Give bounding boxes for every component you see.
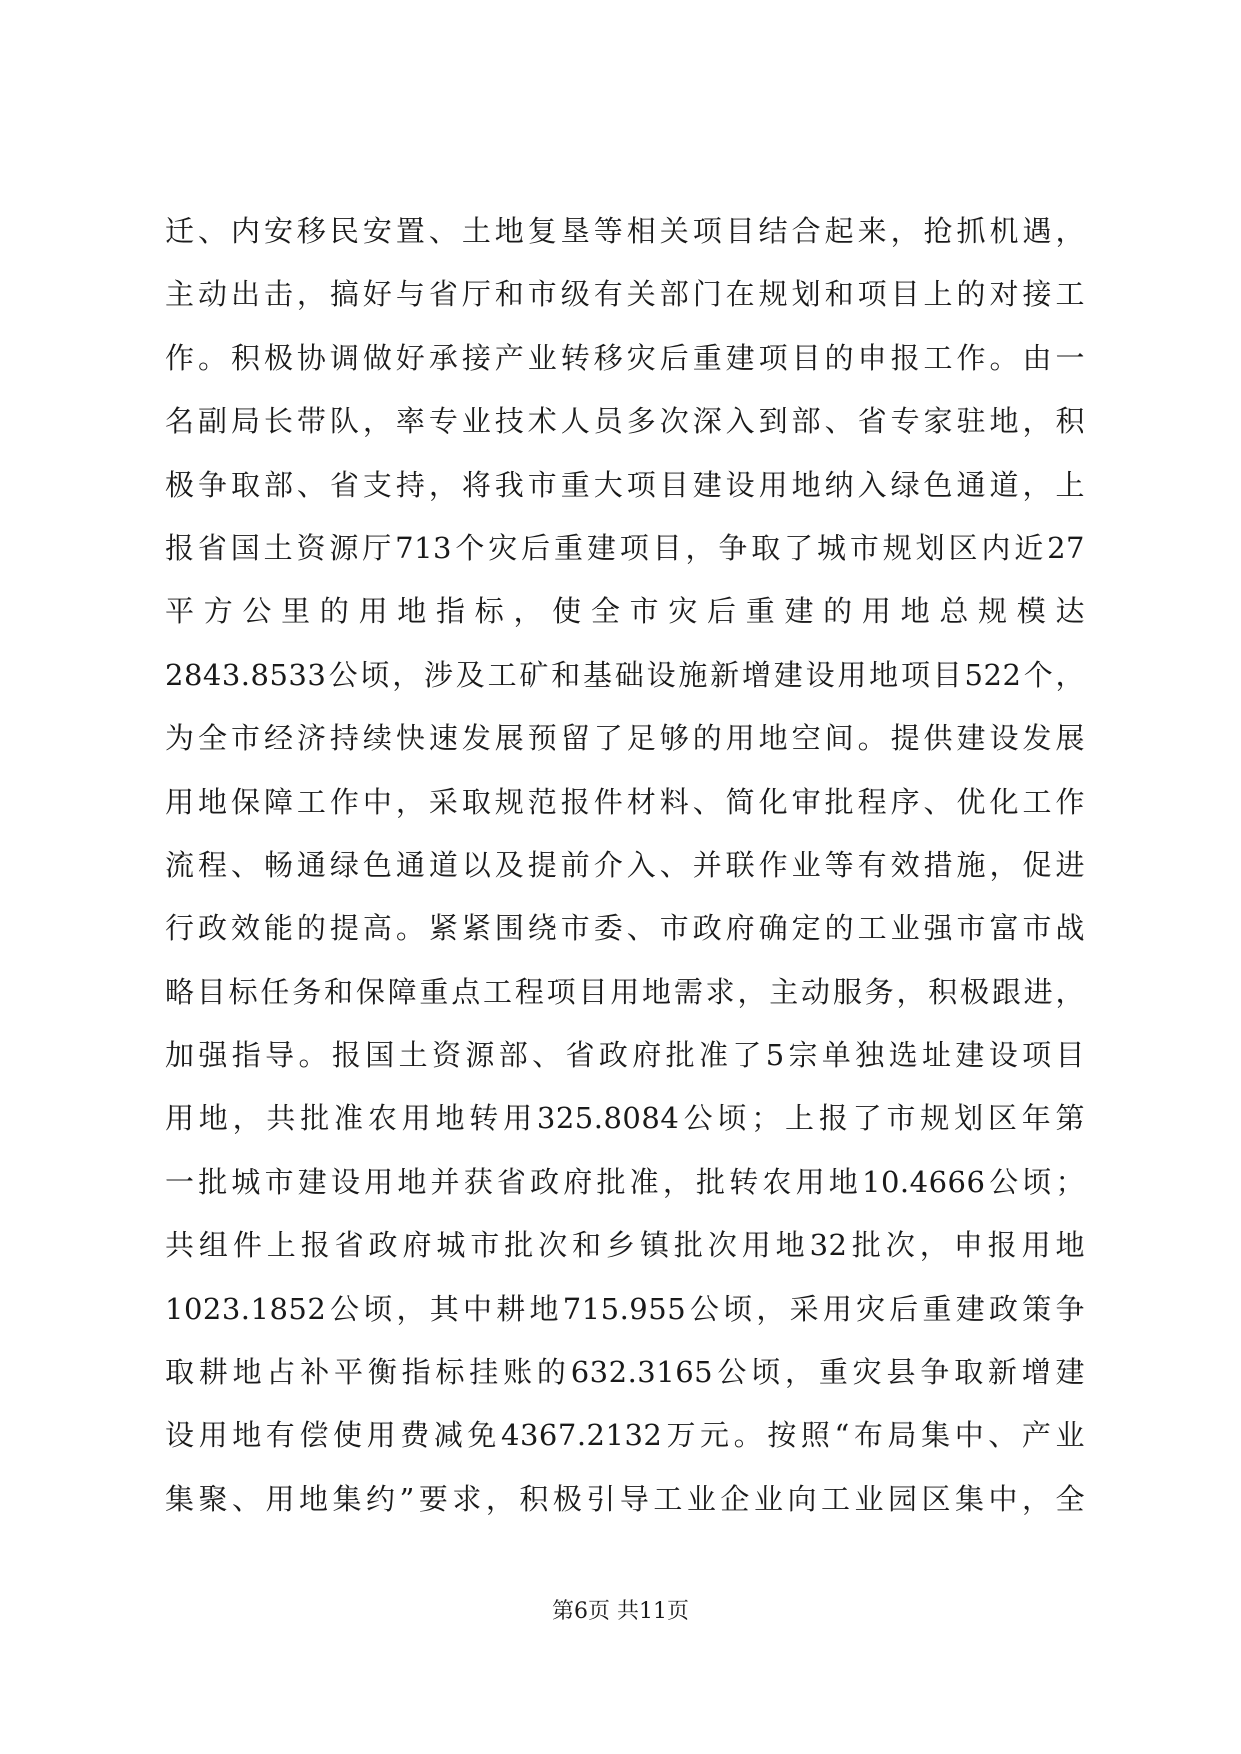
text-line: 极争取部、省支持，将我市重大项目建设用地纳入绿色通道，上 xyxy=(165,467,1085,502)
text-line: 共组件上报省政府城市批次和乡镇批次用地32批次，申报用地 xyxy=(165,1228,1085,1263)
text-line: 流程、畅通绿色通道以及提前介入、并联作业等有效措施，促进 xyxy=(165,847,1085,882)
text-line: 取耕地占补平衡指标挂账的632.3165公顷，重灾县争取新增建 xyxy=(165,1355,1085,1390)
text-line: 行政效能的提高。紧紧围绕市委、市政府确定的工业强市富市战 xyxy=(165,911,1085,946)
text-line: 一批城市建设用地并获省政府批准，批转农用地10.4666公顷； xyxy=(165,1164,1085,1199)
text-line: 报省国土资源厅713个灾后重建项目，争取了城市规划区内近27 xyxy=(165,530,1085,565)
text-line: 作。积极协调做好承接产业转移灾后重建项目的申报工作。由一 xyxy=(165,340,1085,375)
text-line: 1023.1852公顷，其中耕地715.955公顷，采用灾后重建政策争 xyxy=(165,1291,1085,1326)
text-line: 用地，共批准农用地转用325.8084公顷；上报了市规划区年第 xyxy=(165,1101,1085,1136)
body-text xyxy=(165,200,1085,1531)
text-line: 为全市经济持续快速发展预留了足够的用地空间。提供建设发展 xyxy=(165,721,1085,756)
text-line: 名副局长带队，率专业技术人员多次深入到部、省专家驻地，积 xyxy=(165,404,1085,439)
text-line: 迁、内安移民安置、土地复垦等相关项目结合起来，抢抓机遇， xyxy=(165,214,1085,248)
page-footer: 第6页 共11页 xyxy=(552,1599,689,1624)
text-line: 集聚、用地集约”要求，积极引导工业企业向工业园区集中，全 xyxy=(165,1481,1085,1516)
text-line: 主动出击，搞好与省厅和市级有关部门在规划和项目上的对接工 xyxy=(165,277,1085,312)
text-line: 加强指导。报国土资源部、省政府批准了5宗单独选址建设项目 xyxy=(165,1038,1085,1073)
text-line: 用地保障工作中，采取规范报件材料、简化审批程序、优化工作 xyxy=(165,784,1085,819)
text-line: 2843.8533公顷，涉及工矿和基础设施新增建设用地项目522个， xyxy=(165,657,1085,692)
text-line: 略目标任务和保障重点工程项目用地需求，主动服务，积极跟进， xyxy=(165,974,1085,1009)
text-line: 平方公里的用地指标，使全市灾后重建的用地总规模达 xyxy=(165,594,1085,629)
text-line: 设用地有偿使用费减免4367.2132万元。按照“布局集中、产业 xyxy=(165,1418,1085,1453)
